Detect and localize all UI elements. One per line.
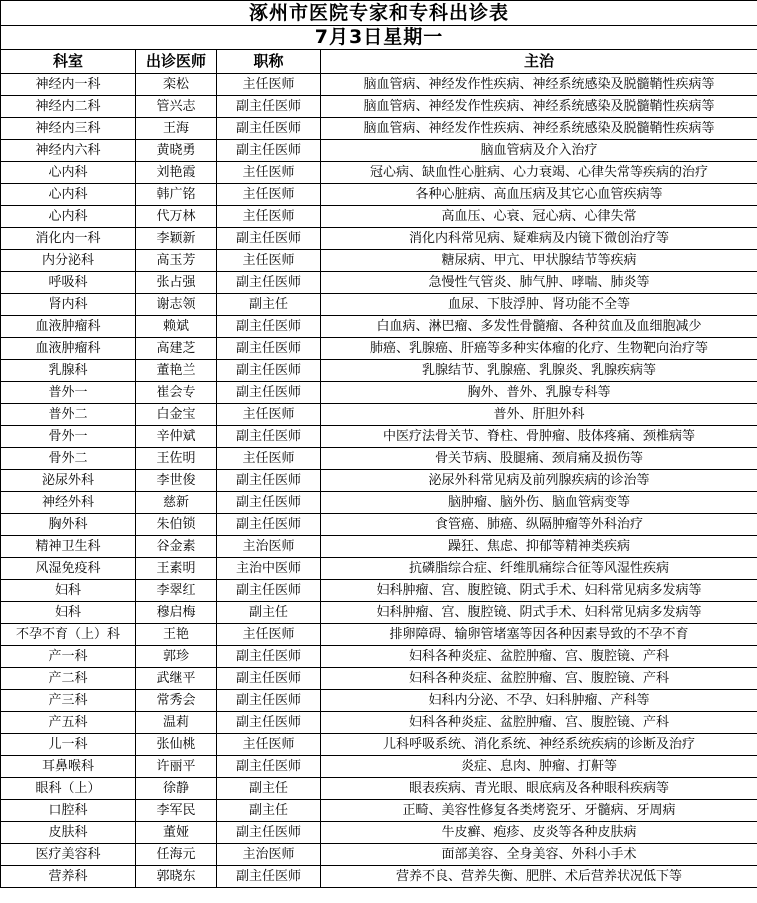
cell-title: 副主任医师 [217, 712, 321, 734]
cell-dept: 血液肿瘤科 [1, 316, 136, 338]
cell-title: 副主任医师 [217, 492, 321, 514]
cell-title: 副主任医师 [217, 866, 321, 888]
cell-dept: 骨外二 [1, 448, 136, 470]
cell-dept: 乳腺科 [1, 360, 136, 382]
cell-dept: 神经内六科 [1, 140, 136, 162]
cell-doctor: 代万林 [136, 206, 217, 228]
cell-dept: 心内科 [1, 206, 136, 228]
cell-main: 骨关节病、股腿痛、颈肩痛及损伤等 [321, 448, 757, 470]
cell-main: 躁狂、焦虑、抑郁等精神类疾病 [321, 536, 757, 558]
cell-title: 副主任医师 [217, 822, 321, 844]
cell-title: 副主任医师 [217, 580, 321, 602]
cell-main: 糖尿病、甲亢、甲状腺结节等疾病 [321, 250, 757, 272]
cell-doctor: 李翠红 [136, 580, 217, 602]
cell-title: 副主任医师 [217, 382, 321, 404]
cell-dept: 普外二 [1, 404, 136, 426]
cell-main: 乳腺结节、乳腺癌、乳腺炎、乳腺疾病等 [321, 360, 757, 382]
cell-title: 主任医师 [217, 206, 321, 228]
table-row [1, 492, 757, 514]
cell-doctor: 赖斌 [136, 316, 217, 338]
cell-main: 白血病、淋巴瘤、多发性骨髓瘤、各种贫血及血细胞减少 [321, 316, 757, 338]
cell-doctor: 武继平 [136, 668, 217, 690]
cell-dept: 妇科 [1, 580, 136, 602]
cell-main: 脑肿瘤、脑外伤、脑血管病变等 [321, 492, 757, 514]
cell-title: 副主任医师 [217, 140, 321, 162]
cell-title: 副主任 [217, 778, 321, 800]
cell-dept: 肾内科 [1, 294, 136, 316]
cell-dept: 产二科 [1, 668, 136, 690]
table-row [1, 162, 757, 184]
table-header-row [1, 50, 757, 74]
cell-main: 脑血管病及介入治疗 [321, 140, 757, 162]
cell-main: 抗磷脂综合症、纤维肌痛综合征等风湿性疾病 [321, 558, 757, 580]
table-row [1, 668, 757, 690]
table-row [1, 316, 757, 338]
page-title: 涿州市医院专家和专科出诊表 [1, 1, 757, 26]
header-dept: 科室 [1, 50, 136, 74]
cell-dept: 神经外科 [1, 492, 136, 514]
cell-doctor: 王艳 [136, 624, 217, 646]
cell-dept: 风湿免疫科 [1, 558, 136, 580]
cell-main: 牛皮癣、疱疹、皮炎等各种皮肤病 [321, 822, 757, 844]
cell-dept: 心内科 [1, 184, 136, 206]
cell-title: 主任医师 [217, 184, 321, 206]
cell-title: 副主任医师 [217, 426, 321, 448]
cell-title: 副主任医师 [217, 272, 321, 294]
cell-doctor: 王素明 [136, 558, 217, 580]
cell-dept: 产三科 [1, 690, 136, 712]
cell-doctor: 王海 [136, 118, 217, 140]
cell-main: 妇科肿瘤、宫、腹腔镜、阴式手术、妇科常见病多发病等 [321, 602, 757, 624]
cell-doctor: 穆启梅 [136, 602, 217, 624]
cell-doctor: 管兴志 [136, 96, 217, 118]
cell-doctor: 崔会专 [136, 382, 217, 404]
cell-main: 消化内科常见病、疑难病及内镜下微创治疗等 [321, 228, 757, 250]
cell-title: 主任医师 [217, 448, 321, 470]
cell-dept: 医疗美容科 [1, 844, 136, 866]
table-row [1, 338, 757, 360]
table-row [1, 558, 757, 580]
table-row [1, 514, 757, 536]
cell-main: 脑血管病、神经发作性疾病、神经系统感染及脱髓鞘性疾病等 [321, 118, 757, 140]
cell-dept: 神经内一科 [1, 74, 136, 96]
cell-dept: 精神卫生科 [1, 536, 136, 558]
cell-doctor: 白金宝 [136, 404, 217, 426]
cell-doctor: 徐静 [136, 778, 217, 800]
cell-dept: 胸外科 [1, 514, 136, 536]
cell-main: 急慢性气管炎、肺气肿、哮喘、肺炎等 [321, 272, 757, 294]
cell-main: 排卵障碍、输卵管堵塞等因各种因素导致的不孕不育 [321, 624, 757, 646]
table-row [1, 844, 757, 866]
table-row [1, 272, 757, 294]
table-row [1, 822, 757, 844]
cell-doctor: 黄晓勇 [136, 140, 217, 162]
cell-doctor: 李世俊 [136, 470, 217, 492]
table-row [1, 404, 757, 426]
table-row [1, 712, 757, 734]
table-row [1, 536, 757, 558]
cell-title: 主任医师 [217, 162, 321, 184]
cell-doctor: 高玉芳 [136, 250, 217, 272]
table-row [1, 624, 757, 646]
cell-dept: 口腔科 [1, 800, 136, 822]
table-row [1, 580, 757, 602]
cell-main: 血尿、下肢浮肿、肾功能不全等 [321, 294, 757, 316]
cell-title: 副主任医师 [217, 316, 321, 338]
cell-title: 主治医师 [217, 536, 321, 558]
cell-doctor: 王佐明 [136, 448, 217, 470]
cell-main: 儿科呼吸系统、消化系统、神经系统疾病的诊断及治疗 [321, 734, 757, 756]
cell-doctor: 郭珍 [136, 646, 217, 668]
cell-dept: 内分泌科 [1, 250, 136, 272]
cell-doctor: 许丽平 [136, 756, 217, 778]
table-row [1, 800, 757, 822]
table-row [1, 184, 757, 206]
cell-title: 副主任医师 [217, 338, 321, 360]
cell-main: 食管癌、肺癌、纵隔肿瘤等外科治疗 [321, 514, 757, 536]
table-row [1, 602, 757, 624]
table-row [1, 426, 757, 448]
header-main: 主治 [321, 50, 757, 74]
cell-doctor: 张仙桃 [136, 734, 217, 756]
cell-main: 胸外、普外、乳腺专科等 [321, 382, 757, 404]
cell-title: 副主任 [217, 800, 321, 822]
cell-title: 副主任医师 [217, 646, 321, 668]
schedule-date: 7月3日星期一 [1, 26, 757, 50]
table-row [1, 118, 757, 140]
table-row [1, 74, 757, 96]
cell-title: 主任医师 [217, 734, 321, 756]
cell-doctor: 董娅 [136, 822, 217, 844]
cell-title: 副主任 [217, 294, 321, 316]
cell-doctor: 高建芝 [136, 338, 217, 360]
cell-main: 妇科各种炎症、盆腔肿瘤、宫、腹腔镜、产科 [321, 646, 757, 668]
table-row [1, 294, 757, 316]
table-row [1, 734, 757, 756]
cell-dept: 血液肿瘤科 [1, 338, 136, 360]
table-row [1, 140, 757, 162]
cell-dept: 产五科 [1, 712, 136, 734]
cell-doctor: 谷金素 [136, 536, 217, 558]
cell-title: 副主任医师 [217, 756, 321, 778]
cell-dept: 泌尿外科 [1, 470, 136, 492]
cell-title: 主任医师 [217, 74, 321, 96]
cell-title: 副主任医师 [217, 228, 321, 250]
cell-main: 妇科肿瘤、宫、腹腔镜、阴式手术、妇科常见病多发病等 [321, 580, 757, 602]
cell-title: 主治中医师 [217, 558, 321, 580]
table-row [1, 690, 757, 712]
cell-doctor: 刘艳霞 [136, 162, 217, 184]
cell-dept: 营养科 [1, 866, 136, 888]
cell-dept: 神经内三科 [1, 118, 136, 140]
cell-title: 副主任医师 [217, 668, 321, 690]
cell-main: 普外、肝胆外科 [321, 404, 757, 426]
table-row [1, 382, 757, 404]
cell-main: 中医疗法骨关节、脊柱、骨肿瘤、肢体疼痛、颈椎病等 [321, 426, 757, 448]
cell-doctor: 任海元 [136, 844, 217, 866]
cell-title: 副主任医师 [217, 690, 321, 712]
cell-title: 副主任 [217, 602, 321, 624]
cell-main: 脑血管病、神经发作性疾病、神经系统感染及脱髓鞘性疾病等 [321, 74, 757, 96]
cell-dept: 产一科 [1, 646, 136, 668]
cell-title: 副主任医师 [217, 470, 321, 492]
cell-main: 妇科各种炎症、盆腔肿瘤、宫、腹腔镜、产科 [321, 668, 757, 690]
cell-title: 主治医师 [217, 844, 321, 866]
cell-dept: 消化内一科 [1, 228, 136, 250]
cell-title: 主任医师 [217, 624, 321, 646]
cell-dept: 眼科（上） [1, 778, 136, 800]
cell-main: 肺癌、乳腺癌、肝癌等多种实体瘤的化疗、生物靶向治疗等 [321, 338, 757, 360]
header-title: 职称 [217, 50, 321, 74]
cell-doctor: 慈新 [136, 492, 217, 514]
cell-doctor: 郭晓东 [136, 866, 217, 888]
cell-dept: 呼吸科 [1, 272, 136, 294]
cell-main: 营养不良、营养失衡、肥胖、术后营养状况低下等 [321, 866, 757, 888]
cell-title: 副主任医师 [217, 514, 321, 536]
cell-main: 正畸、美容性修复各类烤瓷牙、牙髓病、牙周病 [321, 800, 757, 822]
cell-doctor: 李颖新 [136, 228, 217, 250]
table-row [1, 448, 757, 470]
table-row [1, 470, 757, 492]
table-row [1, 206, 757, 228]
table-row [1, 866, 757, 888]
table-row [1, 778, 757, 800]
cell-dept: 心内科 [1, 162, 136, 184]
cell-dept: 普外一 [1, 382, 136, 404]
cell-title: 副主任医师 [217, 96, 321, 118]
table-row [1, 96, 757, 118]
cell-dept: 神经内二科 [1, 96, 136, 118]
cell-title: 主任医师 [217, 404, 321, 426]
cell-dept: 皮肤科 [1, 822, 136, 844]
cell-main: 高血压、心衰、冠心病、心律失常 [321, 206, 757, 228]
table-row [1, 646, 757, 668]
cell-dept: 骨外一 [1, 426, 136, 448]
table-row [1, 250, 757, 272]
cell-title: 副主任医师 [217, 118, 321, 140]
cell-doctor: 董艳兰 [136, 360, 217, 382]
cell-doctor: 辛仲斌 [136, 426, 217, 448]
cell-doctor: 朱伯锁 [136, 514, 217, 536]
cell-doctor: 张占强 [136, 272, 217, 294]
cell-doctor: 温莉 [136, 712, 217, 734]
cell-title: 主任医师 [217, 250, 321, 272]
cell-main: 眼表疾病、青光眼、眼底病及各种眼科疾病等 [321, 778, 757, 800]
cell-doctor: 韩广铭 [136, 184, 217, 206]
cell-main: 妇科各种炎症、盆腔肿瘤、宫、腹腔镜、产科 [321, 712, 757, 734]
table-row [1, 756, 757, 778]
cell-dept: 耳鼻喉科 [1, 756, 136, 778]
table-row [1, 228, 757, 250]
cell-doctor: 李军民 [136, 800, 217, 822]
cell-doctor: 谢志领 [136, 294, 217, 316]
cell-title: 副主任医师 [217, 360, 321, 382]
cell-main: 冠心病、缺血性心脏病、心力衰竭、心律失常等疾病的治疗 [321, 162, 757, 184]
cell-main: 面部美容、全身美容、外科小手术 [321, 844, 757, 866]
cell-main: 泌尿外科常见病及前列腺疾病的诊治等 [321, 470, 757, 492]
table-row [1, 360, 757, 382]
cell-doctor: 常秀会 [136, 690, 217, 712]
cell-main: 炎症、息肉、肿瘤、打鼾等 [321, 756, 757, 778]
cell-main: 各种心脏病、高血压病及其它心血管疾病等 [321, 184, 757, 206]
cell-dept: 儿一科 [1, 734, 136, 756]
cell-dept: 妇科 [1, 602, 136, 624]
cell-main: 脑血管病、神经发作性疾病、神经系统感染及脱髓鞘性疾病等 [321, 96, 757, 118]
header-doctor: 出诊医师 [136, 50, 217, 74]
cell-main: 妇科内分泌、不孕、妇科肿瘤、产科等 [321, 690, 757, 712]
cell-doctor: 栾松 [136, 74, 217, 96]
cell-dept: 不孕不育（上）科 [1, 624, 136, 646]
